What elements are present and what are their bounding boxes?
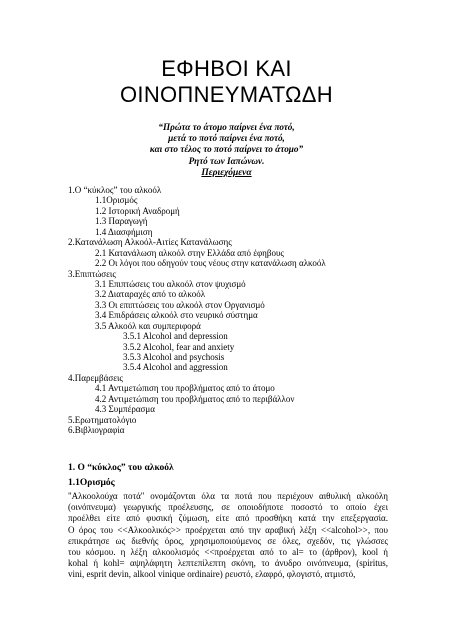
toc-entry: 3.5.3 Alcohol and psychosis — [123, 352, 225, 362]
body-line: vini, esprit devin, alkool vinique ordinaire) ρευστό, ελαφρό, φλογιστό, ατμιστό, — [68, 569, 356, 580]
toc-entry: 3.2 Διαταραχές από το αλκοόλ — [95, 289, 206, 300]
table-of-contents — [68, 185, 326, 436]
toc-entry: 2.2 Οι λόγοι που οδηγούν τους νέους στην κατανάλωση αλκοόλ — [95, 258, 326, 269]
quote-line: “Πρώτα το άτομο παίρνει ένα ποτό, — [158, 122, 295, 132]
toc-entry: 4.1 Αντιμετώπιση του προβλήματος από το άτομο — [95, 383, 275, 394]
document-title-line-2: ΟΙΝΟΠΝΕΥΜΑΤΩΔΗ — [120, 82, 333, 107]
toc-entry: 4.Παρεμβάσεις — [68, 372, 123, 383]
quote-attribution: Ρητό των Ιαπώνων. — [188, 155, 265, 166]
document-title-line-1: ΕΦΗΒΟΙ ΚΑΙ — [161, 56, 292, 81]
contents-heading: Περιεχόμενα — [201, 168, 252, 178]
toc-entry: 3.5.2 Alcohol, fear and anxiety — [123, 341, 235, 352]
toc-entry: 5.Ερωτηματολόγιο — [68, 414, 137, 425]
toc-entry: 1.3 Παραγωγή — [95, 216, 148, 227]
subsection-heading: 1.1Ορισμός — [68, 478, 115, 488]
quote-line: μετά το ποτό παίρνει ένα ποτό, — [168, 133, 285, 144]
toc-entry: 1.1Ορισμός — [95, 195, 138, 206]
quote-line: και στο τέλος το ποτό παίρνει το άτομο” — [149, 144, 304, 155]
toc-entry: 1.2 Ιστορική Αναδρομή — [95, 205, 180, 216]
body-line: επικράτησε ως διεθνής όρος, χρησιμοποιούμενος σε όλες, σχεδόν, τις γλώσσες — [68, 535, 388, 546]
toc-entry: 4.2 Αντιμετώπιση του προβλήματος από το περιβάλλον — [95, 393, 295, 404]
toc-entry: 4.3 Συμπέρασμα — [95, 404, 155, 415]
toc-entry: 3.5.4 Alcohol and aggression — [123, 362, 228, 373]
toc-entry: 1.4 Διασφήμιση — [95, 226, 153, 237]
toc-entry: 2.Κατανάλωση Αλκοόλ-Αιτίες Κατανάλωσης — [68, 237, 232, 248]
toc-entry: 3.Επιπτώσεις — [68, 268, 116, 279]
toc-entry: 3.5 Αλκοόλ και συμπεριφορά — [95, 320, 201, 331]
toc-entry: 3.4 Επιδράσεις αλκοόλ στο νευρικό σύστημα — [95, 310, 258, 321]
body-line: kohal ή kohl= αψηλάφητη λεπτεπίλεπτη σκόνη, το άνυδρο οινόπνευμα, (spiritus, — [68, 558, 388, 569]
toc-entry: 3.5.1 Alcohol and depression — [123, 331, 228, 342]
epigraph-quote — [0, 122, 453, 167]
body-line: του κόσμου. η λέξη αλκοολισμός <<προέρχεται από το al= το (άρθρον), kool ή — [68, 547, 388, 558]
toc-entry: 3.1 Επιπτώσεις του αλκοόλ στον ψυχισμό — [95, 278, 246, 289]
body-line: Ο όρος του <<Αλκοολικός>> προέρχεται από την αραβική λέξη <<alcohol>>, που — [68, 524, 388, 535]
toc-entry: 1.Ο “κύκλος” του αλκοόλ — [68, 185, 162, 195]
body-line: προέλθει είτε από φυσική ζύμωση, είτε από προσθήκη κατά την επεξεργασία. — [68, 513, 388, 524]
body-paragraph — [68, 491, 388, 581]
body-line: (οινόπνευμα) γεωργικής προέλευσης, σε οποιοδήποτε ποσοστό το οποίο έχει — [68, 502, 388, 513]
toc-entry: 2.1 Κατανάλωση αλκοόλ στην Ελλάδα από έφηβους — [95, 247, 284, 258]
section-heading: 1. Ο “κύκλος” του αλκοόλ — [68, 463, 174, 473]
toc-entry: 3.3 Οι επιπτώσεις του αλκοόλ στον Οργανισμό — [95, 299, 265, 310]
body-line: "Αλκοολούχα ποτά" ονομάζονται όλα τα ποτά που περιέχουν αιθυλική αλκοόλη — [68, 491, 388, 501]
toc-entry: 6.Βιβλιογραφία — [68, 425, 125, 436]
